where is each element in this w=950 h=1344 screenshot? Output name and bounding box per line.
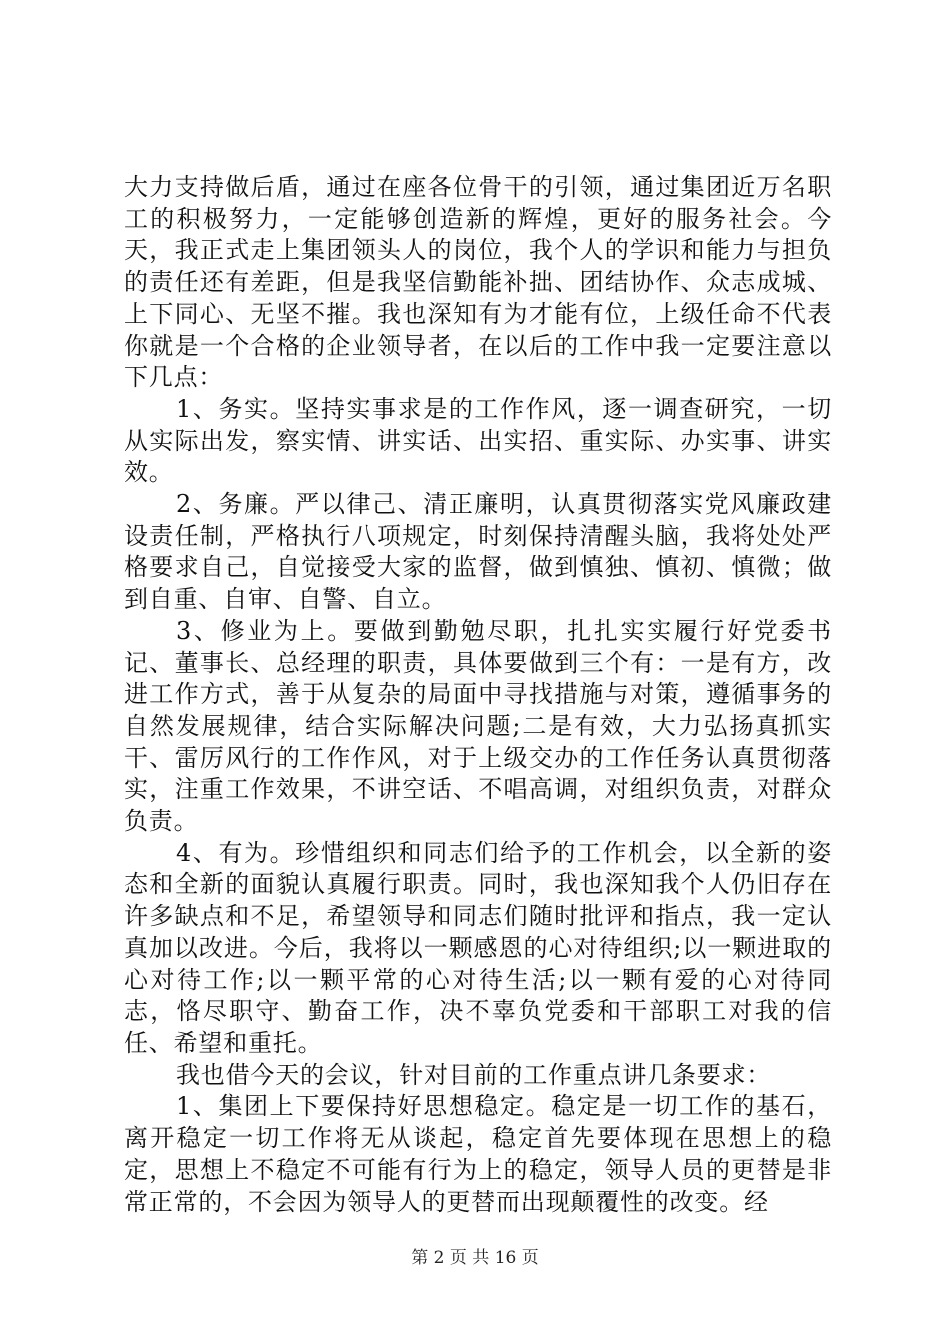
paragraph-1: 大力支持做后盾，通过在座各位骨干的引领，通过集团近万名职工的积极努力，一定能够创造新的辉煌，更好的服务社会。今天，我正式走上集团领头人的岗位，我个人的学识和能力与担负的责任还有差距，但是我坚信勤能补拙、团结协作、众志成城、上下同心、无坚不摧。我也深知有为才能有位，上级任命不代表你就是一个合格的企业领导者，在以后的工作中我一定要注意以下几点： [124, 173, 832, 392]
paragraph-6: 我也借今天的会议，针对目前的工作重点讲几条要求： [176, 1060, 772, 1089]
document-body [124, 172, 832, 1218]
paragraph-4: 3、修业为上。要做到勤勉尽职，扎扎实实履行好党委书记、董事长、总经理的职责，具体要做到三个有：一是有方，改进工作方式，善于从复杂的局面中寻找措施与对策，遵循事务的自然发展规律，结合实际解决问题;二是有效，大力弘扬真抓实干、雷厉风行的工作作风，对于上级交办的工作任务认真贯彻落实，注重工作效果，不讲空话、不唱高调，对组织负责，对群众负责。 [124, 616, 832, 836]
page-footer: 第 2 页 共 16 页 [411, 1248, 539, 1268]
paragraph-2: 1、务实。坚持实事求是的工作作风，逐一调查研究，一切从实际出发，察实情、讲实话、出实招、重实际、办实事、讲实效。 [124, 394, 832, 487]
paragraph-3: 2、务廉。严以律己、清正廉明，认真贯彻落实党风廉政建设责任制，严格执行八项规定，时刻保持清醒头脑，我将处处严格要求自己，自觉接受大家的监督，做到慎独、慎初、慎微；做到自重、自审、自警、自立。 [124, 490, 832, 614]
paragraph-5: 4、有为。珍惜组织和同志们给予的工作机会，以全新的姿态和全新的面貌认真履行职责。同时，我也深知我个人仍旧存在许多缺点和不足，希望领导和同志们随时批评和指点，我一定认真加以改进。今后，我将以一颗感恩的心对待组织;以一颗进取的心对待工作;以一颗平常的心对待生活;以一颗有爱的心对待同志，恪尽职守、勤奋工作，决不辜负党委和干部职工对我的信任、希望和重托。 [124, 838, 832, 1057]
paragraph-7: 1、集团上下要保持好思想稳定。稳定是一切工作的基石，离开稳定一切工作将无从谈起，稳定首先要体现在思想上的稳定，思想上不稳定不可能有行为上的稳定，领导人员的更替是非常正常的，不会因为领导人的更替而出现颠覆性的改变。经 [124, 1092, 832, 1216]
